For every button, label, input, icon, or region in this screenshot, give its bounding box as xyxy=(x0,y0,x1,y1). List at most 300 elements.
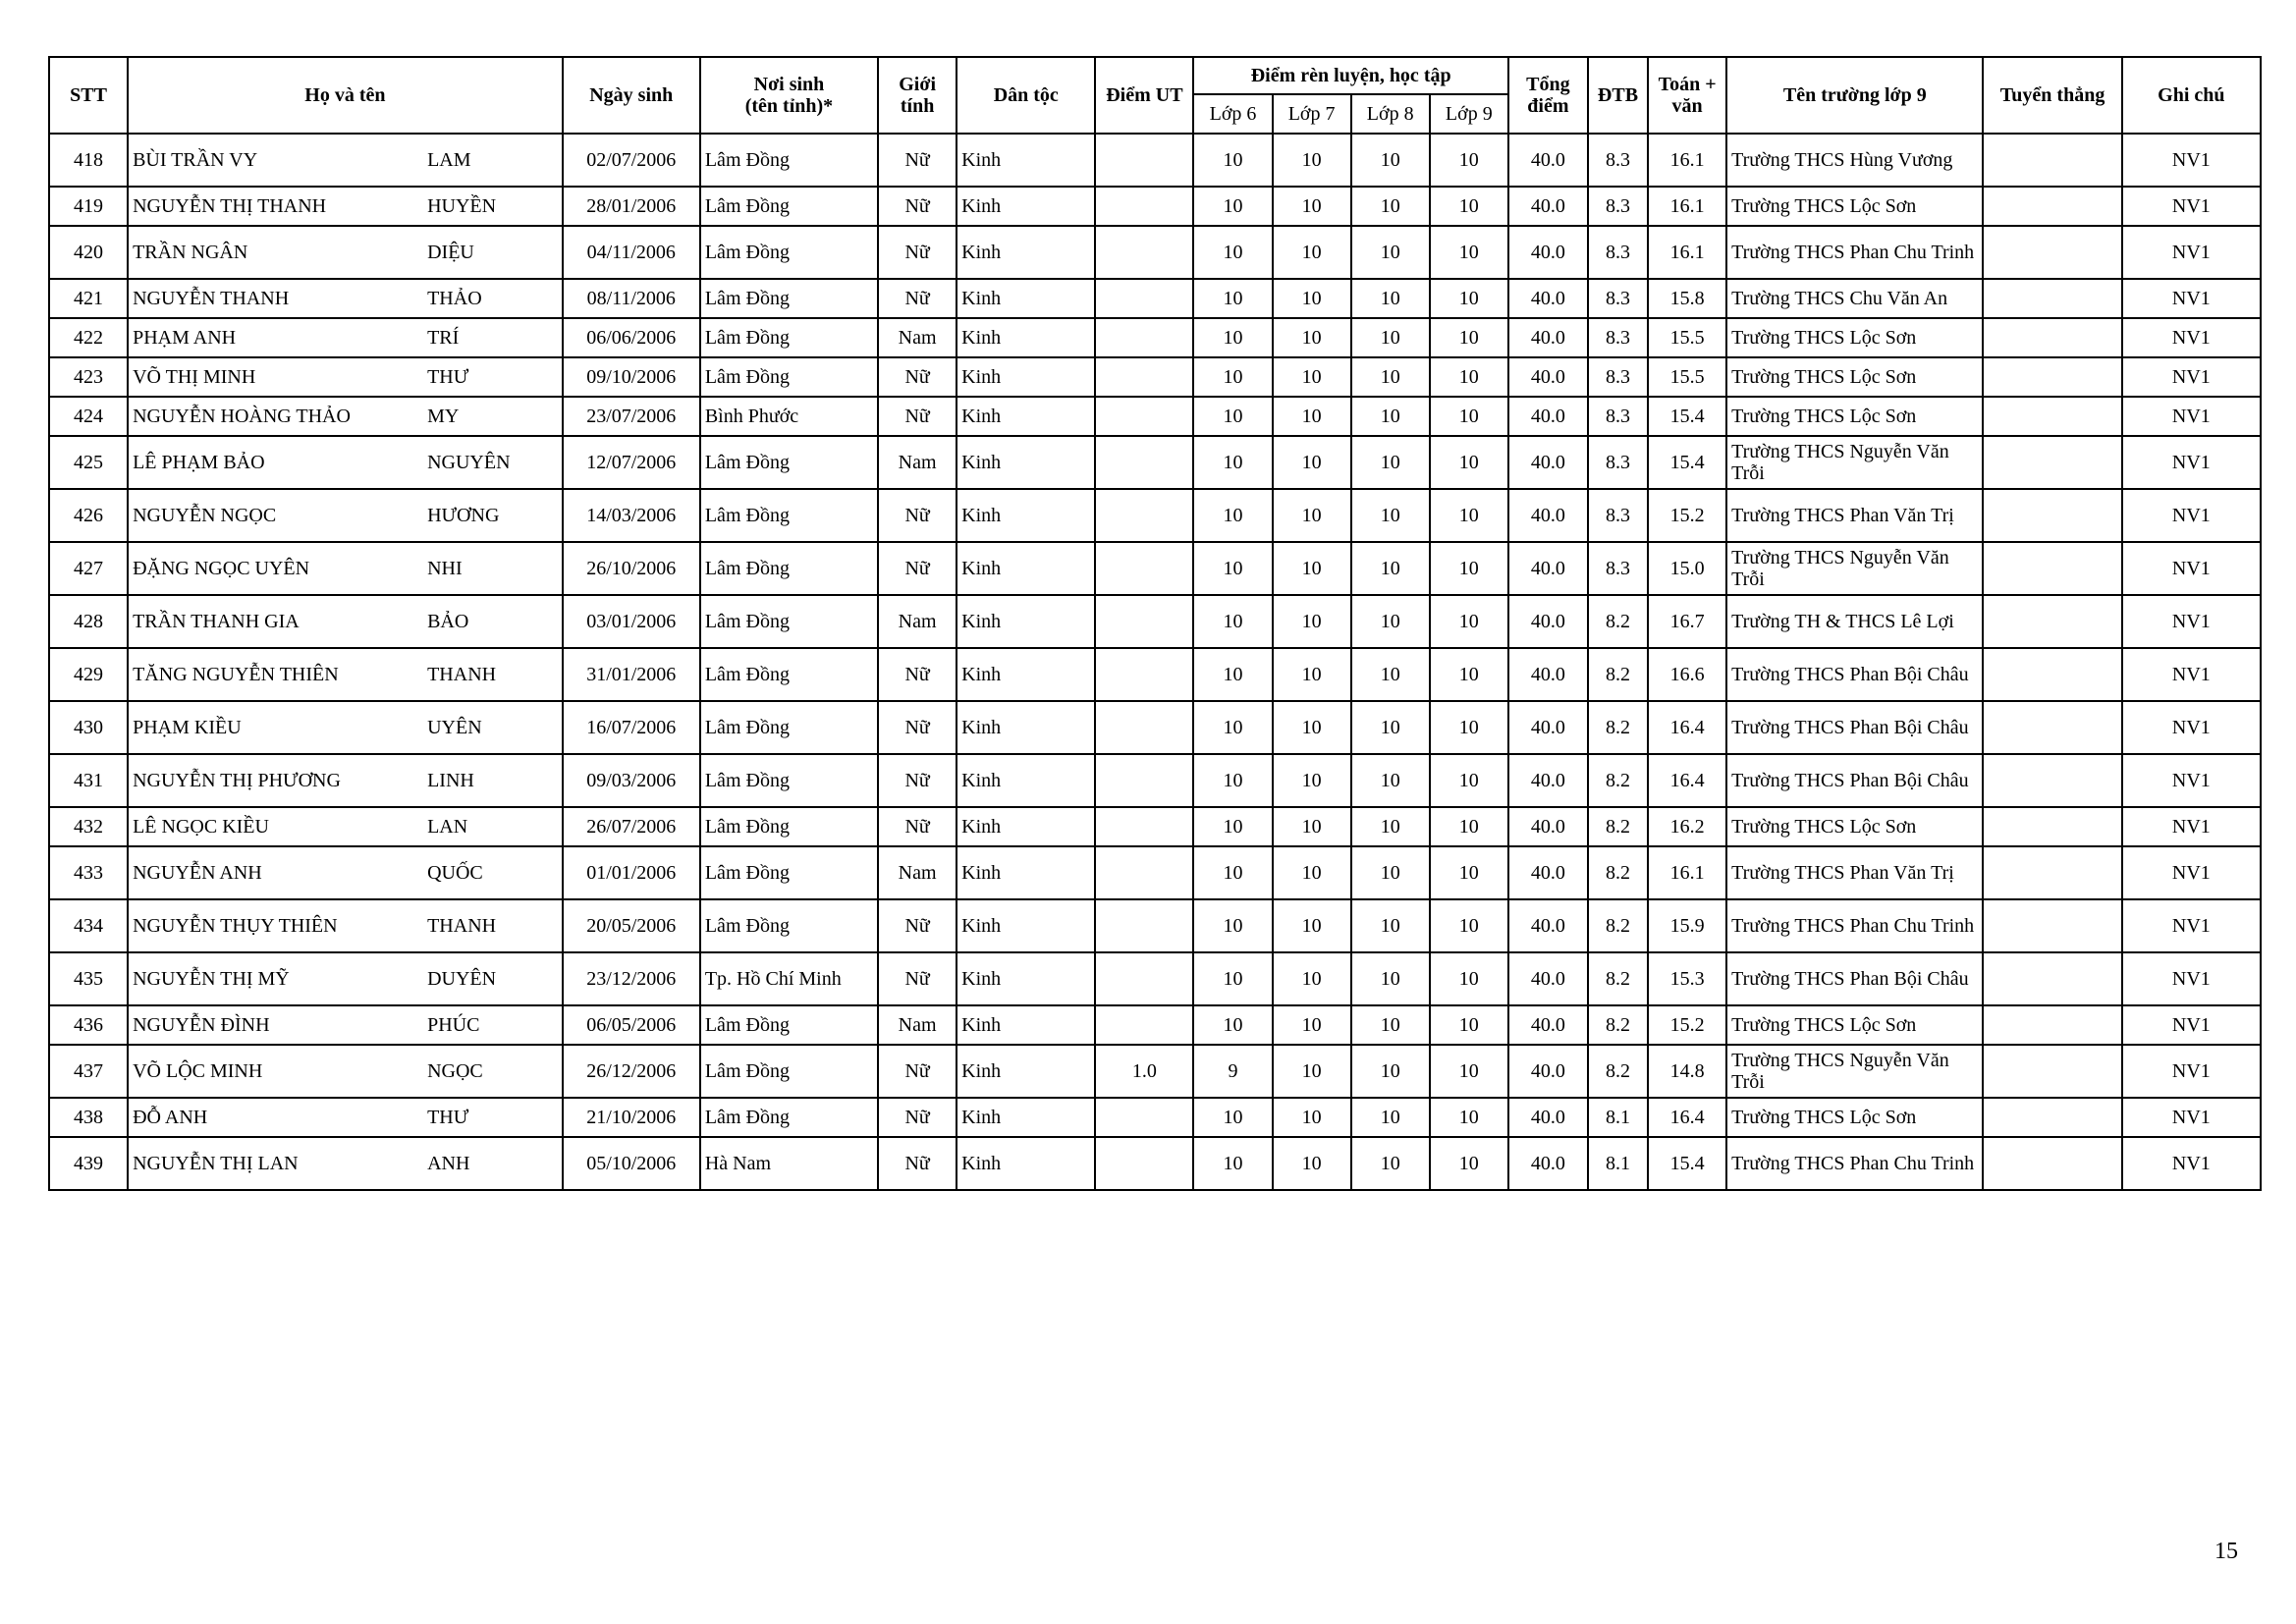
row-direct-admission xyxy=(1983,754,2121,807)
row-grade-7: 10 xyxy=(1273,754,1351,807)
header-total: Tổng điểm xyxy=(1508,57,1588,134)
row-notes: NV1 xyxy=(2122,436,2261,489)
row-gender: Nữ xyxy=(878,226,957,279)
header-birth-place: Nơi sinh (tên tỉnh)* xyxy=(700,57,878,134)
row-ethnicity: Kinh xyxy=(957,701,1095,754)
row-math-literature: 16.6 xyxy=(1648,648,1726,701)
row-grade-9: 10 xyxy=(1430,436,1508,489)
table-row xyxy=(49,1045,2261,1098)
row-notes: NV1 xyxy=(2122,595,2261,648)
row-grade-9: 10 xyxy=(1430,226,1508,279)
row-grade-7: 10 xyxy=(1273,1045,1351,1098)
row-notes: NV1 xyxy=(2122,846,2261,899)
row-birth-place: Hà Nam xyxy=(700,1137,878,1190)
row-priority-points: 1.0 xyxy=(1095,1045,1193,1098)
row-gender: Nữ xyxy=(878,701,957,754)
row-grade-8: 10 xyxy=(1351,595,1430,648)
row-grade-8: 10 xyxy=(1351,187,1430,226)
row-ethnicity: Kinh xyxy=(957,134,1095,187)
row-total: 40.0 xyxy=(1508,1098,1588,1137)
row-notes: NV1 xyxy=(2122,648,2261,701)
row-birth-place: Lâm Đồng xyxy=(700,807,878,846)
row-direct-admission xyxy=(1983,648,2121,701)
row-gender: Nữ xyxy=(878,187,957,226)
row-grade-7: 10 xyxy=(1273,489,1351,542)
row-school: Trường THCS Lộc Sơn xyxy=(1726,357,1983,397)
header-gpa: ĐTB xyxy=(1588,57,1648,134)
row-birth-place: Lâm Đồng xyxy=(700,489,878,542)
row-stt: 418 xyxy=(49,134,128,187)
row-ethnicity: Kinh xyxy=(957,187,1095,226)
row-math-literature: 15.2 xyxy=(1648,489,1726,542)
row-school: Trường THCS Phan Chu Trinh xyxy=(1726,899,1983,952)
header-ethnicity: Dân tộc xyxy=(957,57,1095,134)
header-full-name: Họ và tên xyxy=(128,57,563,134)
row-priority-points xyxy=(1095,397,1193,436)
roster-body xyxy=(49,134,2261,1190)
row-math-literature: 16.1 xyxy=(1648,846,1726,899)
row-grade-7: 10 xyxy=(1273,1137,1351,1190)
row-grade-8: 10 xyxy=(1351,279,1430,318)
row-gender: Nữ xyxy=(878,134,957,187)
row-total: 40.0 xyxy=(1508,134,1588,187)
row-grade-8: 10 xyxy=(1351,318,1430,357)
header-stt: STT xyxy=(49,57,128,134)
table-row xyxy=(49,807,2261,846)
row-grade-7: 10 xyxy=(1273,542,1351,595)
row-surname: NGUYỄN THỊ LAN xyxy=(133,1153,299,1174)
row-total: 40.0 xyxy=(1508,279,1588,318)
student-roster-table xyxy=(48,56,2262,1191)
row-grade-7: 10 xyxy=(1273,318,1351,357)
row-surname: NGUYỄN NGỌC xyxy=(133,505,277,526)
row-stt: 422 xyxy=(49,318,128,357)
row-direct-admission xyxy=(1983,279,2121,318)
row-surname: TRẦN NGÂN xyxy=(133,242,248,263)
row-birth-place: Lâm Đồng xyxy=(700,648,878,701)
header-conduct-scores: Điểm rèn luyện, học tập xyxy=(1193,57,1507,94)
row-ethnicity: Kinh xyxy=(957,1137,1095,1190)
row-surname: VÕ LỘC MINH xyxy=(133,1060,263,1082)
table-row xyxy=(49,436,2261,489)
row-gpa: 8.1 xyxy=(1588,1137,1648,1190)
row-given-name: THẢO xyxy=(427,288,482,309)
row-math-literature: 15.9 xyxy=(1648,899,1726,952)
row-birth-date: 14/03/2006 xyxy=(563,489,700,542)
row-direct-admission xyxy=(1983,489,2121,542)
row-stt: 437 xyxy=(49,1045,128,1098)
row-grade-9: 10 xyxy=(1430,187,1508,226)
row-school: Trường THCS Phan Chu Trinh xyxy=(1726,1137,1983,1190)
row-surname: NGUYỄN HOÀNG THẢO xyxy=(133,406,351,427)
row-gpa: 8.3 xyxy=(1588,489,1648,542)
row-school: Trường THCS Phan Văn Trị xyxy=(1726,846,1983,899)
row-grade-7: 10 xyxy=(1273,397,1351,436)
row-surname: LÊ NGỌC KIỀU xyxy=(133,816,269,838)
row-notes: NV1 xyxy=(2122,701,2261,754)
row-full-name xyxy=(128,1137,563,1190)
row-given-name: MY xyxy=(427,406,460,427)
table-row xyxy=(49,1098,2261,1137)
row-total: 40.0 xyxy=(1508,187,1588,226)
row-grade-6: 10 xyxy=(1193,489,1272,542)
row-given-name: NGỌC xyxy=(427,1060,483,1082)
row-full-name xyxy=(128,134,563,187)
row-math-literature: 16.4 xyxy=(1648,1098,1726,1137)
row-school: Trường THCS Lộc Sơn xyxy=(1726,397,1983,436)
row-stt: 429 xyxy=(49,648,128,701)
row-birth-date: 23/07/2006 xyxy=(563,397,700,436)
row-gender: Nữ xyxy=(878,754,957,807)
table-row xyxy=(49,489,2261,542)
row-gender: Nữ xyxy=(878,1137,957,1190)
row-given-name: THANH xyxy=(427,915,497,937)
row-given-name: LAM xyxy=(427,149,471,171)
table-row xyxy=(49,226,2261,279)
row-grade-8: 10 xyxy=(1351,1098,1430,1137)
row-gpa: 8.3 xyxy=(1588,397,1648,436)
row-stt: 439 xyxy=(49,1137,128,1190)
table-row xyxy=(49,595,2261,648)
row-math-literature: 15.5 xyxy=(1648,318,1726,357)
row-birth-place: Lâm Đồng xyxy=(700,187,878,226)
row-full-name xyxy=(128,489,563,542)
row-grade-7: 10 xyxy=(1273,648,1351,701)
row-gpa: 8.2 xyxy=(1588,899,1648,952)
row-stt: 434 xyxy=(49,899,128,952)
row-surname: BÙI TRẦN VY xyxy=(133,149,258,171)
row-gender: Nữ xyxy=(878,1045,957,1098)
row-total: 40.0 xyxy=(1508,595,1588,648)
row-grade-7: 10 xyxy=(1273,1098,1351,1137)
row-grade-9: 10 xyxy=(1430,1005,1508,1045)
row-birth-place: Lâm Đồng xyxy=(700,1045,878,1098)
row-surname: TRẦN THANH GIA xyxy=(133,611,300,632)
row-full-name xyxy=(128,318,563,357)
row-birth-date: 01/01/2006 xyxy=(563,846,700,899)
row-grade-8: 10 xyxy=(1351,489,1430,542)
row-gpa: 8.2 xyxy=(1588,1005,1648,1045)
row-priority-points xyxy=(1095,952,1193,1005)
row-grade-7: 10 xyxy=(1273,1005,1351,1045)
table-row xyxy=(49,134,2261,187)
row-priority-points xyxy=(1095,489,1193,542)
row-given-name: THƯ xyxy=(427,366,469,388)
row-given-name: UYÊN xyxy=(427,717,482,738)
page-number: 15 xyxy=(2214,1539,2238,1564)
row-birth-place: Lâm Đồng xyxy=(700,1005,878,1045)
row-grade-6: 10 xyxy=(1193,318,1272,357)
row-school: Trường THCS Phan Bội Châu xyxy=(1726,701,1983,754)
row-ethnicity: Kinh xyxy=(957,595,1095,648)
row-birth-place: Lâm Đồng xyxy=(700,279,878,318)
row-ethnicity: Kinh xyxy=(957,542,1095,595)
row-stt: 419 xyxy=(49,187,128,226)
row-birth-date: 12/07/2006 xyxy=(563,436,700,489)
row-notes: NV1 xyxy=(2122,357,2261,397)
row-birth-place: Tp. Hồ Chí Minh xyxy=(700,952,878,1005)
row-stt: 432 xyxy=(49,807,128,846)
row-surname: ĐẶNG NGỌC UYÊN xyxy=(133,558,310,579)
row-notes: NV1 xyxy=(2122,1098,2261,1137)
row-stt: 420 xyxy=(49,226,128,279)
row-direct-admission xyxy=(1983,899,2121,952)
row-ethnicity: Kinh xyxy=(957,1045,1095,1098)
row-notes: NV1 xyxy=(2122,1045,2261,1098)
row-gpa: 8.1 xyxy=(1588,1098,1648,1137)
row-full-name xyxy=(128,1045,563,1098)
row-surname: NGUYỄN THỊ THANH xyxy=(133,195,327,217)
row-grade-8: 10 xyxy=(1351,226,1430,279)
row-birth-place: Lâm Đồng xyxy=(700,846,878,899)
row-grade-9: 10 xyxy=(1430,357,1508,397)
row-stt: 436 xyxy=(49,1005,128,1045)
row-full-name xyxy=(128,436,563,489)
row-birth-date: 05/10/2006 xyxy=(563,1137,700,1190)
row-priority-points xyxy=(1095,899,1193,952)
row-grade-6: 10 xyxy=(1193,397,1272,436)
row-school: Trường THCS Lộc Sơn xyxy=(1726,187,1983,226)
row-grade-6: 10 xyxy=(1193,807,1272,846)
row-given-name: DIỆU xyxy=(427,242,474,263)
header-priority-points: Điểm UT xyxy=(1095,57,1193,134)
row-given-name: TRÍ xyxy=(427,327,460,349)
row-stt: 421 xyxy=(49,279,128,318)
row-grade-6: 10 xyxy=(1193,279,1272,318)
row-grade-6: 10 xyxy=(1193,1005,1272,1045)
row-notes: NV1 xyxy=(2122,542,2261,595)
row-full-name xyxy=(128,952,563,1005)
row-given-name: THƯ xyxy=(427,1107,469,1128)
row-gpa: 8.2 xyxy=(1588,807,1648,846)
row-math-literature: 15.4 xyxy=(1648,1137,1726,1190)
row-full-name xyxy=(128,357,563,397)
row-priority-points xyxy=(1095,187,1193,226)
row-grade-9: 10 xyxy=(1430,648,1508,701)
row-surname: VÕ THỊ MINH xyxy=(133,366,256,388)
row-given-name: QUỐC xyxy=(427,862,483,884)
row-gender: Nam xyxy=(878,846,957,899)
row-direct-admission xyxy=(1983,397,2121,436)
row-given-name: NGUYÊN xyxy=(427,452,511,473)
row-grade-9: 10 xyxy=(1430,595,1508,648)
row-direct-admission xyxy=(1983,846,2121,899)
row-grade-8: 10 xyxy=(1351,952,1430,1005)
table-row xyxy=(49,701,2261,754)
row-total: 40.0 xyxy=(1508,754,1588,807)
row-math-literature: 16.4 xyxy=(1648,754,1726,807)
row-grade-8: 10 xyxy=(1351,648,1430,701)
row-grade-7: 10 xyxy=(1273,846,1351,899)
row-grade-7: 10 xyxy=(1273,436,1351,489)
row-gpa: 8.2 xyxy=(1588,846,1648,899)
row-gender: Nữ xyxy=(878,899,957,952)
row-grade-8: 10 xyxy=(1351,436,1430,489)
row-ethnicity: Kinh xyxy=(957,226,1095,279)
table-row xyxy=(49,318,2261,357)
row-stt: 424 xyxy=(49,397,128,436)
row-birth-date: 31/01/2006 xyxy=(563,648,700,701)
row-school: Trường TH & THCS Lê Lợi xyxy=(1726,595,1983,648)
row-grade-8: 10 xyxy=(1351,754,1430,807)
row-priority-points xyxy=(1095,1005,1193,1045)
row-surname: NGUYỄN THỊ PHƯƠNG xyxy=(133,770,341,791)
header-grade-6: Lớp 6 xyxy=(1193,94,1272,134)
row-full-name xyxy=(128,846,563,899)
row-birth-date: 09/10/2006 xyxy=(563,357,700,397)
row-ethnicity: Kinh xyxy=(957,807,1095,846)
row-grade-6: 10 xyxy=(1193,595,1272,648)
row-grade-7: 10 xyxy=(1273,279,1351,318)
row-grade-7: 10 xyxy=(1273,701,1351,754)
row-grade-9: 10 xyxy=(1430,1098,1508,1137)
row-direct-admission xyxy=(1983,952,2121,1005)
row-math-literature: 15.0 xyxy=(1648,542,1726,595)
row-grade-7: 10 xyxy=(1273,952,1351,1005)
row-grade-9: 10 xyxy=(1430,846,1508,899)
row-priority-points xyxy=(1095,754,1193,807)
row-grade-8: 10 xyxy=(1351,1045,1430,1098)
row-priority-points xyxy=(1095,648,1193,701)
row-birth-date: 04/11/2006 xyxy=(563,226,700,279)
row-grade-9: 10 xyxy=(1430,489,1508,542)
row-total: 40.0 xyxy=(1508,701,1588,754)
row-ethnicity: Kinh xyxy=(957,489,1095,542)
header-grade-8: Lớp 8 xyxy=(1351,94,1430,134)
row-full-name xyxy=(128,397,563,436)
row-birth-date: 23/12/2006 xyxy=(563,952,700,1005)
row-stt: 425 xyxy=(49,436,128,489)
row-full-name xyxy=(128,899,563,952)
row-stt: 438 xyxy=(49,1098,128,1137)
row-full-name xyxy=(128,595,563,648)
row-total: 40.0 xyxy=(1508,1005,1588,1045)
table-row xyxy=(49,357,2261,397)
row-notes: NV1 xyxy=(2122,187,2261,226)
row-priority-points xyxy=(1095,701,1193,754)
row-gpa: 8.3 xyxy=(1588,318,1648,357)
row-grade-9: 10 xyxy=(1430,1137,1508,1190)
row-total: 40.0 xyxy=(1508,846,1588,899)
row-grade-8: 10 xyxy=(1351,807,1430,846)
row-stt: 427 xyxy=(49,542,128,595)
row-school: Trường THCS Nguyễn Văn Trỗi xyxy=(1726,436,1983,489)
row-gpa: 8.2 xyxy=(1588,952,1648,1005)
row-birth-place: Lâm Đồng xyxy=(700,357,878,397)
table-row xyxy=(49,279,2261,318)
row-school: Trường THCS Nguyễn Văn Trỗi xyxy=(1726,542,1983,595)
row-gender: Nam xyxy=(878,1005,957,1045)
row-stt: 426 xyxy=(49,489,128,542)
row-grade-6: 10 xyxy=(1193,846,1272,899)
row-birth-place: Lâm Đồng xyxy=(700,899,878,952)
row-total: 40.0 xyxy=(1508,542,1588,595)
row-birth-place: Lâm Đồng xyxy=(700,754,878,807)
row-gpa: 8.3 xyxy=(1588,436,1648,489)
row-stt: 423 xyxy=(49,357,128,397)
row-priority-points xyxy=(1095,595,1193,648)
row-full-name xyxy=(128,807,563,846)
row-surname: NGUYỄN THỊ MỸ xyxy=(133,968,290,990)
row-notes: NV1 xyxy=(2122,318,2261,357)
row-grade-6: 10 xyxy=(1193,648,1272,701)
row-birth-place: Lâm Đồng xyxy=(700,134,878,187)
table-row xyxy=(49,846,2261,899)
row-grade-8: 10 xyxy=(1351,397,1430,436)
header-direct-admission: Tuyển thẳng xyxy=(1983,57,2121,134)
row-gpa: 8.2 xyxy=(1588,648,1648,701)
row-math-literature: 16.1 xyxy=(1648,226,1726,279)
row-notes: NV1 xyxy=(2122,754,2261,807)
row-priority-points xyxy=(1095,807,1193,846)
row-math-literature: 16.1 xyxy=(1648,134,1726,187)
row-full-name xyxy=(128,754,563,807)
row-direct-admission xyxy=(1983,1137,2121,1190)
row-grade-9: 10 xyxy=(1430,542,1508,595)
row-stt: 428 xyxy=(49,595,128,648)
table-row xyxy=(49,899,2261,952)
row-school: Trường THCS Lộc Sơn xyxy=(1726,807,1983,846)
row-math-literature: 16.1 xyxy=(1648,187,1726,226)
row-priority-points xyxy=(1095,1098,1193,1137)
row-grade-7: 10 xyxy=(1273,134,1351,187)
row-priority-points xyxy=(1095,1137,1193,1190)
row-grade-7: 10 xyxy=(1273,595,1351,648)
row-given-name: LAN xyxy=(427,816,468,838)
row-ethnicity: Kinh xyxy=(957,397,1095,436)
header-birth-date: Ngày sinh xyxy=(563,57,700,134)
row-direct-admission xyxy=(1983,226,2121,279)
row-gender: Nữ xyxy=(878,648,957,701)
row-school: Trường THCS Phan Bội Châu xyxy=(1726,648,1983,701)
row-birth-place: Lâm Đồng xyxy=(700,226,878,279)
row-birth-date: 03/01/2006 xyxy=(563,595,700,648)
row-surname: PHẠM KIỀU xyxy=(133,717,242,738)
row-ethnicity: Kinh xyxy=(957,1098,1095,1137)
header-grade-7: Lớp 7 xyxy=(1273,94,1351,134)
header-notes: Ghi chú xyxy=(2122,57,2261,134)
row-total: 40.0 xyxy=(1508,952,1588,1005)
row-stt: 433 xyxy=(49,846,128,899)
row-given-name: HƯƠNG xyxy=(427,505,500,526)
row-school: Trường THCS Chu Văn An xyxy=(1726,279,1983,318)
row-surname: PHẠM ANH xyxy=(133,327,237,349)
row-gpa: 8.2 xyxy=(1588,1045,1648,1098)
row-birth-place: Lâm Đồng xyxy=(700,701,878,754)
row-surname: NGUYỄN ĐÌNH xyxy=(133,1014,270,1036)
row-birth-date: 06/06/2006 xyxy=(563,318,700,357)
row-direct-admission xyxy=(1983,701,2121,754)
row-total: 40.0 xyxy=(1508,397,1588,436)
row-gender: Nam xyxy=(878,436,957,489)
row-school: Trường THCS Nguyễn Văn Trỗi xyxy=(1726,1045,1983,1098)
row-given-name: DUYÊN xyxy=(427,968,497,990)
row-grade-7: 10 xyxy=(1273,187,1351,226)
row-math-literature: 16.2 xyxy=(1648,807,1726,846)
row-birth-place: Lâm Đồng xyxy=(700,318,878,357)
row-priority-points xyxy=(1095,542,1193,595)
row-grade-7: 10 xyxy=(1273,226,1351,279)
row-full-name xyxy=(128,279,563,318)
row-notes: NV1 xyxy=(2122,397,2261,436)
row-stt: 435 xyxy=(49,952,128,1005)
row-birth-date: 20/05/2006 xyxy=(563,899,700,952)
row-birth-date: 08/11/2006 xyxy=(563,279,700,318)
row-priority-points xyxy=(1095,279,1193,318)
row-grade-9: 10 xyxy=(1430,899,1508,952)
row-ethnicity: Kinh xyxy=(957,952,1095,1005)
row-gpa: 8.3 xyxy=(1588,357,1648,397)
